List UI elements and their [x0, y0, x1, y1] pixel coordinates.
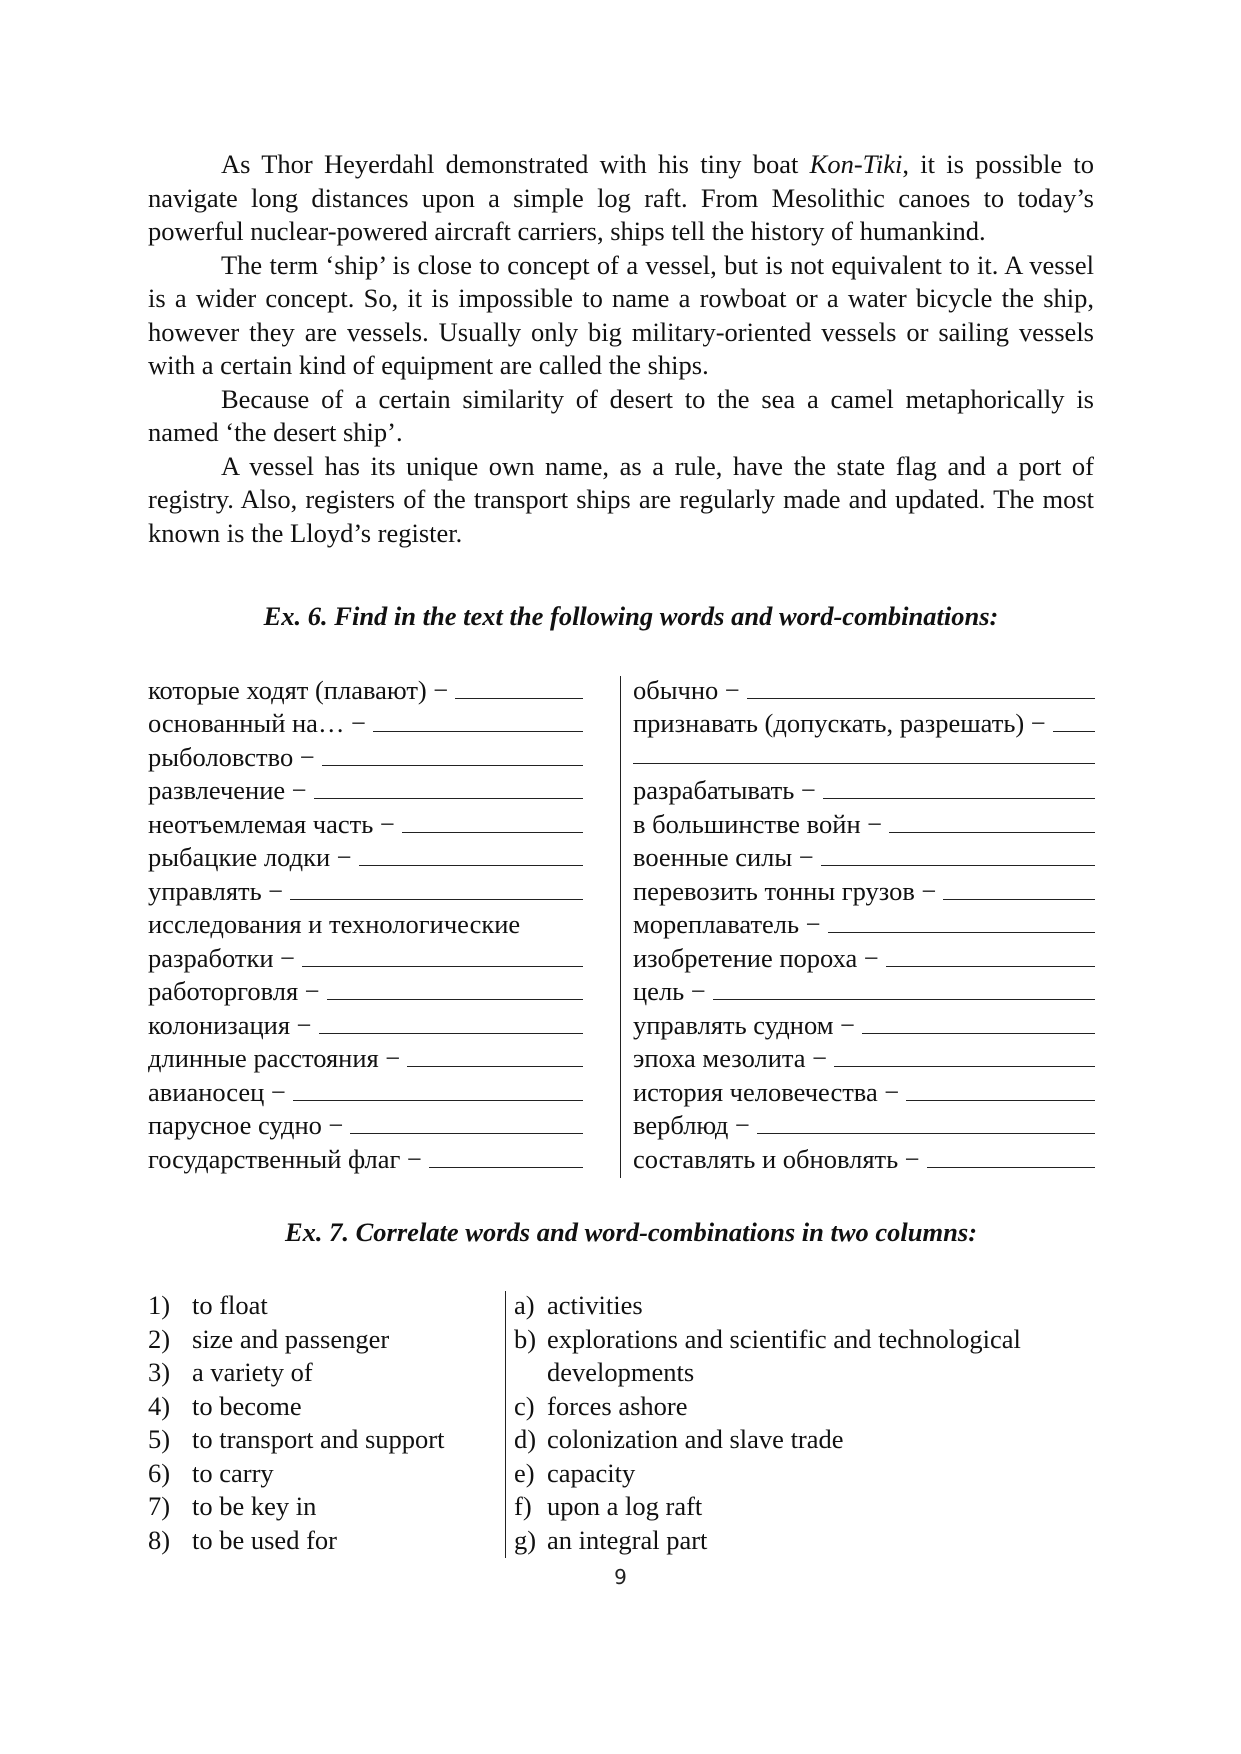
item-text: size and passenger — [192, 1323, 390, 1354]
item-text: to become — [192, 1390, 302, 1421]
answer-blank[interactable] — [319, 1011, 583, 1034]
exercise7-left-item — [148, 1524, 444, 1558]
exercise7-left-item — [148, 1490, 444, 1524]
exercise7-left-list — [148, 1289, 444, 1557]
exercise6-table — [148, 674, 1094, 1182]
answer-blank[interactable] — [633, 741, 1095, 764]
answer-blank[interactable] — [906, 1078, 1095, 1101]
exercise6-right-item — [633, 707, 1095, 741]
exercise6-right-item — [633, 1076, 1095, 1110]
item-number: 1) — [148, 1290, 171, 1320]
exercise7-right-item — [514, 1289, 1104, 1323]
item-text: an integral part — [547, 1524, 708, 1555]
term-label: которые ходят (плавают) − — [148, 674, 449, 705]
exercise6-right-item — [633, 1143, 1095, 1177]
exercise7-right-item — [514, 1457, 1104, 1491]
term-label: рыболовство − — [148, 741, 315, 772]
term-label: верблюд − — [633, 1110, 750, 1140]
exercise7-right-item — [514, 1423, 1104, 1457]
term-label: эпоха мезолита − — [633, 1043, 828, 1073]
item-number: f) — [514, 1491, 532, 1521]
exercise7-right-item — [514, 1390, 1104, 1424]
term-label: признавать (допускать, разрешать) − — [633, 708, 1046, 738]
exercise6-left-item — [148, 1009, 583, 1043]
italic-kon-tiki: Kon-Tiki — [809, 149, 903, 179]
answer-blank[interactable] — [1053, 709, 1095, 732]
exercise6-right-item — [633, 674, 1095, 708]
term-label: исследования и технологические — [148, 909, 521, 939]
item-text: forces ashore — [547, 1390, 688, 1421]
item-text: to carry — [192, 1457, 274, 1488]
page-number: 9 — [614, 1565, 627, 1589]
item-number: c) — [514, 1390, 535, 1421]
item-text: to be used for — [192, 1524, 337, 1555]
exercise6-left-item — [148, 875, 583, 909]
term-label: история человечества − — [633, 1076, 900, 1107]
answer-blank[interactable] — [327, 977, 583, 1000]
answer-blank[interactable] — [834, 1044, 1095, 1067]
item-number: a) — [514, 1290, 535, 1320]
term-label: составлять и обновлять − — [633, 1143, 920, 1174]
exercise7-left-item — [148, 1356, 444, 1390]
item-text: to transport and support — [192, 1424, 445, 1454]
item-number: 4) — [148, 1390, 171, 1421]
exercise6-right-item — [633, 808, 1095, 842]
term-label: колонизация − — [148, 1009, 312, 1040]
item-number: g) — [514, 1524, 537, 1555]
answer-blank[interactable] — [402, 810, 583, 833]
term-label: изобретение пороха − — [633, 942, 879, 973]
item-text: capacity — [547, 1457, 636, 1488]
exercise6-left-item — [148, 1143, 583, 1177]
item-number: 3) — [148, 1357, 171, 1387]
answer-blank[interactable] — [290, 877, 583, 900]
answer-blank[interactable] — [927, 1145, 1095, 1168]
term-label: длинные расстояния − — [148, 1043, 401, 1073]
answer-blank[interactable] — [455, 676, 583, 699]
item-number: 5) — [148, 1424, 171, 1454]
exercise6-right-item — [633, 908, 1095, 942]
term-label: развлечение − — [148, 775, 307, 805]
answer-blank[interactable] — [407, 1044, 583, 1067]
exercise6-left-item — [148, 707, 583, 741]
item-number: d) — [514, 1424, 537, 1454]
exercise6-right-column — [633, 674, 1095, 1177]
item-number: e) — [514, 1457, 535, 1488]
item-text: upon a log raft — [547, 1491, 703, 1521]
exercise6-left-item — [148, 808, 583, 842]
term-label: мореплаватель − — [633, 909, 821, 939]
paragraph-desert-ship: Because of a certain similarity of desert to the sea a camel metaphorically is named ‘the desert ship’. — [148, 383, 1094, 447]
exercise6-right-item — [633, 741, 1095, 775]
exercise7-table — [148, 1289, 1094, 1559]
item-number: 2) — [148, 1323, 171, 1354]
answer-blank[interactable] — [293, 1078, 583, 1101]
term-label: государственный флаг − — [148, 1143, 422, 1174]
exercise6-right-item — [633, 841, 1095, 875]
exercise7-left-item — [148, 1289, 444, 1323]
term-label: разрабатывать − — [633, 775, 816, 805]
item-text: explorations and scientific and technological developments — [547, 1323, 1021, 1387]
exercise6-right-item — [633, 942, 1095, 976]
answer-blank[interactable] — [889, 810, 1095, 833]
exercise6-right-item — [633, 774, 1095, 808]
exercise7-right-list — [514, 1289, 1104, 1557]
term-label: в большинстве войн − — [633, 808, 883, 839]
exercise6-left-item — [148, 841, 583, 875]
exercise7-heading: Ex. 7. Correlate words and word-combinations in two columns: — [284, 1216, 978, 1247]
answer-blank[interactable] — [302, 944, 583, 967]
exercise7-right-item — [514, 1524, 1104, 1558]
item-number: 8) — [148, 1524, 171, 1555]
exercise6-right-item — [633, 1042, 1095, 1076]
answer-blank[interactable] — [757, 1111, 1095, 1134]
term-label: авианосец − — [148, 1076, 286, 1107]
exercise6-right-item — [633, 875, 1095, 909]
exercise6-left-item — [148, 1042, 583, 1076]
answer-blank[interactable] — [429, 1145, 583, 1168]
term-label: управлять судном − — [633, 1009, 856, 1040]
term-label: рыбацкие лодки − — [148, 842, 352, 872]
exercise7-right-item — [514, 1323, 1104, 1390]
exercise7-left-item — [148, 1323, 444, 1357]
paragraph-ship-term: The term ‘ship’ is close to concept of a vessel, but is not equivalent to it. A vessel is a wider concept. So, it is impossible to name a rowboat or a water bicycle the ship, however they are vessels. Usually only big military-oriented vessels or sailing vessels with a certain kind of equipment are called the ships. — [148, 249, 1094, 380]
term-label: парусное судно − — [148, 1110, 344, 1140]
item-text: to be key in — [192, 1491, 317, 1521]
exercise6-left-item — [148, 1076, 583, 1110]
answer-blank[interactable] — [886, 944, 1095, 967]
exercise7-left-item — [148, 1390, 444, 1424]
answer-blank[interactable] — [823, 776, 1095, 799]
term-label: обычно − — [633, 674, 740, 705]
answer-blank[interactable] — [359, 843, 583, 866]
answer-blank[interactable] — [828, 910, 1095, 933]
exercise6-left-column — [148, 674, 583, 1177]
item-text: to float — [192, 1290, 268, 1320]
item-number: 7) — [148, 1491, 171, 1521]
term-label: управлять − — [148, 875, 284, 906]
exercise6-left-item — [148, 674, 583, 708]
term-label: работорговля − — [148, 976, 320, 1006]
exercise6-left-item — [148, 1109, 583, 1143]
exercise6-left-item — [148, 975, 583, 1009]
column-divider — [620, 676, 621, 1178]
answer-blank[interactable] — [314, 776, 583, 799]
exercise6-left-item — [148, 908, 583, 942]
paragraph-registry: A vessel has its unique own name, as a rule, have the state flag and a port of registry. Also, registers of the transport ships are regularly made and updated. The most known is the Lloyd’s register. — [148, 450, 1094, 548]
term-label: цель − — [633, 976, 706, 1006]
item-text: colonization and slave trade — [547, 1424, 844, 1454]
exercise6-left-item — [148, 942, 583, 976]
exercise6-left-item — [148, 741, 583, 775]
answer-blank[interactable] — [350, 1111, 583, 1134]
answer-blank[interactable] — [943, 877, 1095, 900]
answer-blank[interactable] — [862, 1011, 1095, 1034]
answer-blank[interactable] — [747, 676, 1095, 699]
exercise6-right-item — [633, 1109, 1095, 1143]
exercise6-left-item — [148, 774, 583, 808]
term-label: основанный на… − — [148, 708, 367, 738]
answer-blank[interactable] — [322, 743, 583, 766]
item-number: 6) — [148, 1457, 171, 1488]
paragraph-kon-tiki: As Thor Heyerdahl demonstrated with his tiny boat Kon-Tiki, it is possible to navigate long distances upon a simple log raft. From Mesolithic canoes to today’s powerful nuclear-powered aircraft carriers, ships tell the history of humankind. — [148, 149, 1094, 246]
item-text: a variety of — [192, 1357, 313, 1387]
column-divider — [505, 1291, 506, 1558]
exercise7-left-item — [148, 1457, 444, 1491]
answer-blank[interactable] — [373, 709, 583, 732]
exercise6-right-item — [633, 975, 1095, 1009]
term-label: разработки − — [148, 942, 296, 973]
exercise6-right-item — [633, 1009, 1095, 1043]
answer-blank[interactable] — [713, 977, 1095, 1000]
item-number: b) — [514, 1323, 537, 1354]
exercise7-right-item — [514, 1490, 1104, 1524]
exercise6-heading: Ex. 6. Find in the text the following words and word-combinations: — [263, 601, 999, 631]
term-label: военные силы − — [633, 842, 814, 872]
item-text: activities — [547, 1290, 643, 1320]
term-label: перевозить тонны грузов − — [633, 875, 937, 906]
answer-blank[interactable] — [821, 843, 1095, 866]
term-label: неотъемлемая часть − — [148, 808, 395, 839]
page-content — [148, 148, 1094, 1559]
exercise7-left-item — [148, 1423, 444, 1457]
